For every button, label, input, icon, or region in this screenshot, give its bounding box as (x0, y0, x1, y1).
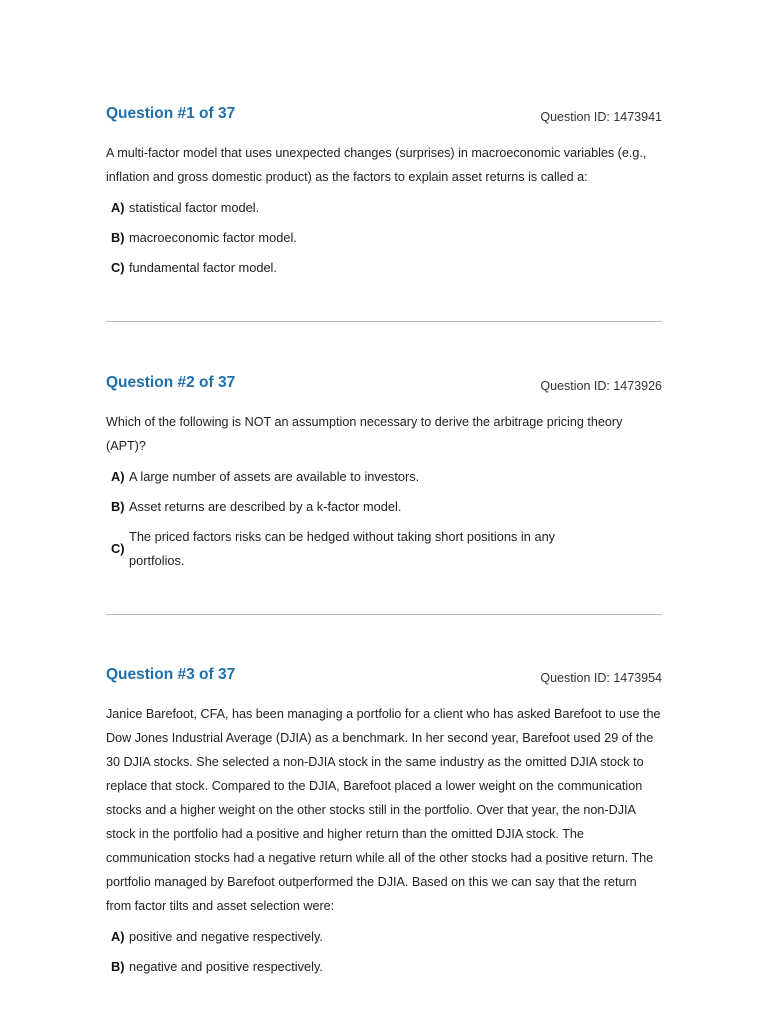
answer-option-c[interactable] (106, 256, 662, 286)
question-divider (106, 614, 662, 615)
question-3 (106, 666, 662, 985)
answer-option-b[interactable] (106, 495, 662, 525)
option-text: The priced factors risks can be hedged without taking short positions in any portfolios. (129, 529, 556, 568)
question-header (106, 374, 662, 398)
answer-option-c[interactable] (106, 525, 609, 573)
question-1 (106, 105, 662, 286)
option-letter: C) (111, 260, 125, 275)
question-header (106, 105, 662, 129)
option-letter: A) (111, 469, 125, 484)
question-text: A multi-factor model that uses unexpected changes (surprises) in macroeconomic variables (e.g., inflation and gross domestic product) as the factors to explain asset returns is called a: (106, 146, 647, 184)
answer-option-b[interactable] (106, 955, 662, 985)
question-divider (106, 321, 662, 322)
answer-option-a[interactable] (106, 925, 662, 955)
answer-option-a[interactable] (106, 196, 662, 226)
answer-options (106, 465, 662, 573)
question-id: Question ID: 1473954 (540, 671, 662, 685)
option-text: positive and negative respectively. (129, 929, 323, 944)
question-title: Question #3 of 37 (106, 666, 236, 683)
answer-options (106, 196, 662, 286)
option-text: macroeconomic factor model. (129, 230, 297, 245)
option-text: A large number of assets are available to investors. (129, 469, 420, 484)
option-letter: A) (111, 929, 125, 944)
answer-options (106, 925, 662, 985)
question-2 (106, 374, 662, 573)
question-text: Janice Barefoot, CFA, has been managing a portfolio for a client who has asked Barefoot to use the Dow Jones Industrial Average (DJIA) as a benchmark. In her second year, Barefoot used 29 of the 30 DJIA stocks. She selected a non-DJIA stock in the same industry as the omitted DJIA stock to replace that stock. Compared to the DJIA, Barefoot placed a lower weight on the communication stocks and a higher weight on the other stocks still in the portfolio. Over that year, the non-DJIA stock in the portfolio had a positive and higher return than the omitted DJIA stock. The communication stocks had a negative return while all of the other stocks had a positive return. The portfolio managed by Barefoot outperformed the DJIA. Based on this we can say that the return from factor tilts and asset selection were: (106, 707, 661, 913)
answer-option-b[interactable] (106, 226, 662, 256)
question-id: Question ID: 1473926 (540, 379, 662, 393)
question-header (106, 666, 662, 690)
option-letter: C) (111, 541, 125, 556)
option-letter: A) (111, 200, 125, 215)
question-text: Which of the following is NOT an assumption necessary to derive the arbitrage pricing theory (APT)? (106, 415, 623, 453)
option-text: Asset returns are described by a k-factor model. (129, 499, 402, 514)
question-title: Question #1 of 37 (106, 105, 236, 122)
option-letter: B) (111, 230, 125, 245)
option-text: statistical factor model. (129, 200, 260, 215)
question-id: Question ID: 1473941 (540, 110, 662, 124)
question-title: Question #2 of 37 (106, 374, 236, 391)
option-letter: B) (111, 959, 125, 974)
answer-option-a[interactable] (106, 465, 662, 495)
option-text: fundamental factor model. (129, 260, 277, 275)
option-text: negative and positive respectively. (129, 959, 323, 974)
option-letter: B) (111, 499, 125, 514)
